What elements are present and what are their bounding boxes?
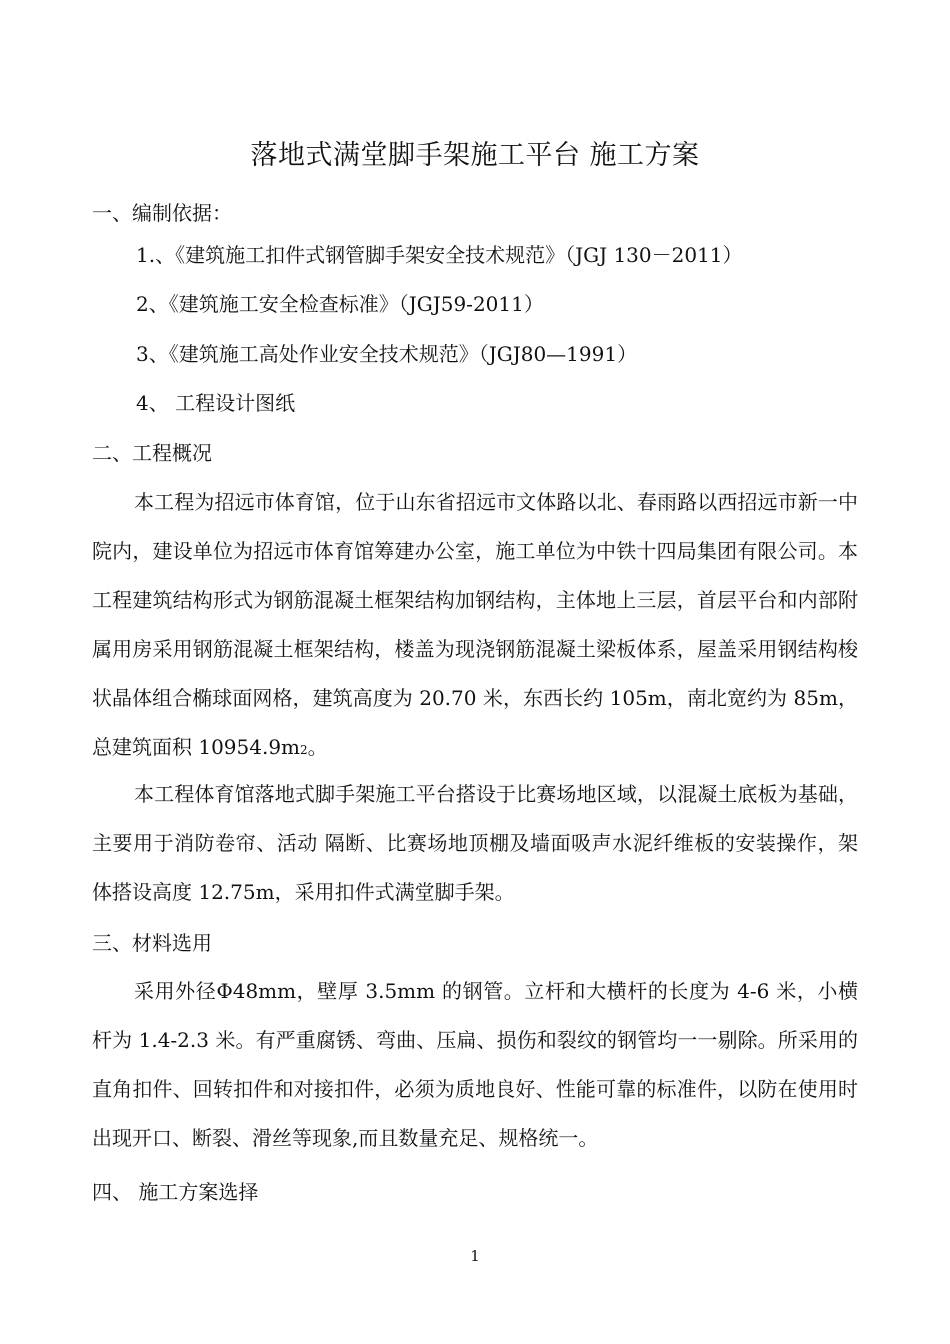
overview-paragraph-1-end: 。 [307,735,328,759]
document-title: 落地式满堂脚手架施工平台 施工方案 [250,140,700,171]
section-heading-basis: 一、编制依据： [92,201,232,225]
section-heading-scheme: 四、 施工方案选择 [92,1180,259,1204]
overview-paragraph-1-text: 本工程为招远市体育馆，位于山东省招远市文体路以北、春雨路以西招远市新一中院内，建设单位为招远市体育馆筹建办公室，施工单位为中铁十四局集团有限公司。本工程建筑结构形式为钢筋混凝土框架结构加钢结构，主体地上三层，首层平台和内部附属用房采用钢筋混凝土框架结构，楼盖为现浇钢筋混凝土梁板体系，屋盖采用钢结构梭状晶体组合椭球面网格，建筑高度为 20.70 米，东西长约 105m，南北宽约为 85m，总建筑面积 10954.9m [92,490,858,759]
section-heading-materials: 三、材料选用 [92,931,212,955]
area-unit-superscript: 2 [300,743,308,757]
basis-item-1: 1.、《建筑施工扣件式钢管脚手架安全技术规范》（JGJ 130－2011） [136,243,743,267]
overview-paragraph-2: 本工程体育馆落地式脚手架施工平台搭设于比赛场地区域，以混凝土底板为基础，主要用于消防卷帘、活动 隔断、比赛场地顶棚及墙面吸声水泥纤维板的安装操作，架体搭设高度 12.75m，采用扣件式满堂脚手架。 [92,782,858,904]
materials-paragraph: 采用外径Φ48mm，壁厚 3.5mm 的钢管。立杆和大横杆的长度为 4-6 米，小横杆为 1.4-2.3 米。有严重腐锈、弯曲、压扁、损伤和裂纹的钢管均一一剔除。所采用的直角扣件、回转扣件和对接扣件，必须为质地良好、性能可靠的标准件，以防在使用时出现开口、断裂、滑丝等现象,而且数量充足、规格统一。 [92,979,858,1150]
basis-item-2: 2、《建筑施工安全检查标准》（JGJ59-2011） [136,292,544,316]
basis-item-3: 3、《建筑施工高处作业安全技术规范》（JGJ80—1991） [136,342,638,366]
page-number: 1 [470,1247,480,1265]
overview-paragraph-1 [92,478,858,775]
basis-item-4: 4、 工程设计图纸 [136,391,296,415]
section-heading-overview: 二、工程概况 [92,441,212,465]
